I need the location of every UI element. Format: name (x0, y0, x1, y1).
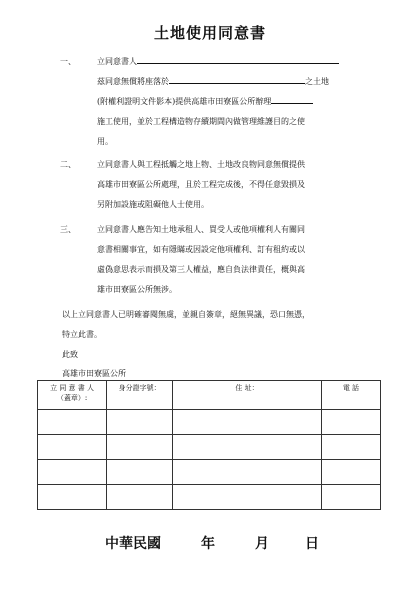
id-cell[interactable] (107, 435, 173, 460)
section-3-number: 三、 (60, 225, 76, 234)
section-2-line-3: 另附加設施或阻礙他人士使用。 (97, 200, 209, 209)
header-consenter (38, 381, 107, 410)
table-row (38, 460, 381, 485)
header-phone: 電 話 (321, 381, 380, 410)
header-address: 住 址： (173, 381, 322, 410)
signature-table (37, 380, 381, 510)
section-1-line-2 (97, 72, 379, 92)
address-cell[interactable] (173, 485, 322, 510)
land-location-blank[interactable] (169, 73, 305, 84)
consenter-cell[interactable] (38, 485, 107, 510)
header-consenter-line-2: （蓋章）: (56, 394, 88, 402)
section-3-line-4: 雄市田寮區公所無涉。 (97, 285, 177, 294)
land-suffix: 之土地 (305, 77, 329, 86)
header-consenter-line-1: 立 同 意 書 人 (50, 384, 94, 392)
consenter-name-blank[interactable] (137, 53, 339, 64)
date-day: 日 (305, 536, 319, 552)
section-1-line-3 (97, 92, 379, 112)
date-year: 年 (201, 536, 215, 552)
closing-line-2: 特立此書。 (62, 330, 102, 339)
section-1-line-5: 用。 (97, 137, 113, 146)
address-cell[interactable] (173, 410, 322, 435)
phone-cell[interactable] (321, 435, 380, 460)
header-id-number: 身分證字號： (107, 381, 173, 410)
address-cell[interactable] (173, 435, 322, 460)
table-row (38, 485, 381, 510)
consenter-cell[interactable] (38, 410, 107, 435)
table-row (38, 435, 381, 460)
section-3-line-2: 意書相關事宜，如有隱瞞或因設定他項權利、訂有租約或以 (97, 245, 305, 254)
land-location-label: 茲同意無償將座落於 (97, 77, 169, 86)
section-1-number: 一、 (60, 57, 76, 66)
id-cell[interactable] (107, 410, 173, 435)
date-month: 月 (255, 536, 269, 552)
phone-cell[interactable] (321, 410, 380, 435)
document-title: 土地使用同意書 (153, 24, 266, 42)
section-2-number: 二、 (60, 160, 76, 169)
consenter-label: 立同意書人 (97, 57, 137, 66)
consenter-cell[interactable] (38, 460, 107, 485)
section-2-line-1: 立同意書人與工程抵觸之地上物、土地改良物同意無償提供 (97, 160, 305, 169)
section-2-line-2: 高雄市田寮區公所處理，且於工程完成後，不得任意毀損及 (97, 180, 305, 189)
section-1-line-1 (97, 52, 379, 72)
id-cell[interactable] (107, 485, 173, 510)
project-name-blank[interactable] (271, 93, 313, 104)
closing-line-1: 以上立同意書人已明確審閱無虞，並親自簽章，絕無異議，恐口無憑， (62, 310, 310, 319)
phone-cell[interactable] (321, 460, 380, 485)
date-era: 中華民國 (105, 536, 161, 552)
section-3-line-1: 立同意書人應告知土地承租人、買受人或他項權利人有關同 (97, 225, 305, 234)
signature-table-header (38, 381, 381, 410)
section-1-line-4: 施工使用，並於工程構造物存續期間內做管理維護目的之使 (97, 117, 305, 126)
to-label: 此致 (62, 350, 78, 359)
section-3-line-3: 虛偽意思表示而損及第三人權益，應自負法律責任，概與高 (97, 265, 305, 274)
table-row (38, 410, 381, 435)
address-cell[interactable] (173, 460, 322, 485)
id-cell[interactable] (107, 460, 173, 485)
project-label: (附權利證明文件影本)提供高雄市田寮區公所辦理 (97, 97, 272, 106)
recipient: 高雄市田寮區公所 (62, 369, 126, 378)
phone-cell[interactable] (321, 485, 380, 510)
consenter-cell[interactable] (38, 435, 107, 460)
